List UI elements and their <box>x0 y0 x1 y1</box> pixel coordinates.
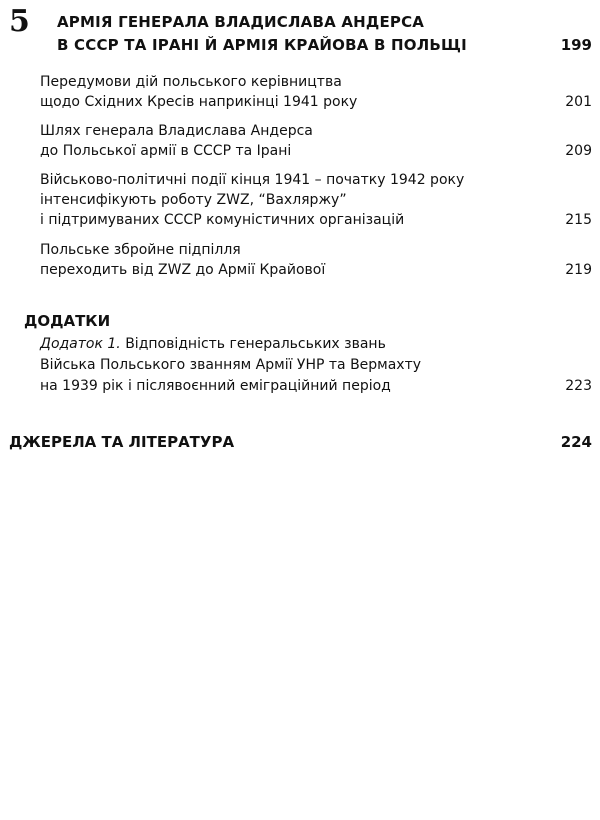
appendix-1-label: Додаток 1. <box>40 336 121 352</box>
appendix-1-line-2: Війська Польського званням Армії УНР та Вермахту <box>40 357 422 373</box>
chapter-title-line-2: В СССР ТА ІРАНІ Й АРМІЯ КРАЙОВА В ПОЛЬЩІ <box>57 36 467 54</box>
entry-4-page: 219 <box>565 262 592 278</box>
entry-2-page: 209 <box>565 143 592 159</box>
entry-1-page: 201 <box>565 94 592 110</box>
sources-page: 224 <box>560 433 592 451</box>
appendix-1-title-start: Відповідність генеральських звань <box>125 336 386 352</box>
appendix-1-line-1 <box>40 334 386 354</box>
appendices-heading: ДОДАТКИ <box>24 312 111 330</box>
entry-3-page: 215 <box>565 212 592 228</box>
entry-3-line-1: Військово-політичні події кінця 1941 – початку 1942 року <box>40 172 465 188</box>
entry-2-line-2: до Польської армії в СССР та Ірані <box>40 143 292 159</box>
entry-2-line-1: Шлях генерала Владислава Андерса <box>40 123 313 139</box>
entry-4-line-1: Польське збройне підпілля <box>40 242 241 258</box>
entry-1-line-2: щодо Східних Кресів наприкінці 1941 року <box>40 94 358 110</box>
chapter-page-number: 199 <box>560 36 592 54</box>
entry-3-line-3: і підтримуваних СССР комуністичних організацій <box>40 212 405 228</box>
sources-heading: ДЖЕРЕЛА ТА ЛІТЕРАТУРА <box>9 433 235 451</box>
appendix-1-line-3: на 1939 рік і післявоєнний еміграційний період <box>40 378 391 394</box>
chapter-title-line-1: АРМІЯ ГЕНЕРАЛА ВЛАДИСЛАВА АНДЕРСА <box>57 13 425 31</box>
entry-1-line-1: Передумови дій польського керівництва <box>40 74 342 90</box>
chapter-number: 5 <box>9 4 30 39</box>
entry-4-line-2: переходить від ZWZ до Армії Крайової <box>40 262 326 278</box>
entry-3-line-2: інтенсифікують роботу ZWZ, “Вахляржу” <box>40 192 347 208</box>
appendix-1-page: 223 <box>565 378 592 394</box>
